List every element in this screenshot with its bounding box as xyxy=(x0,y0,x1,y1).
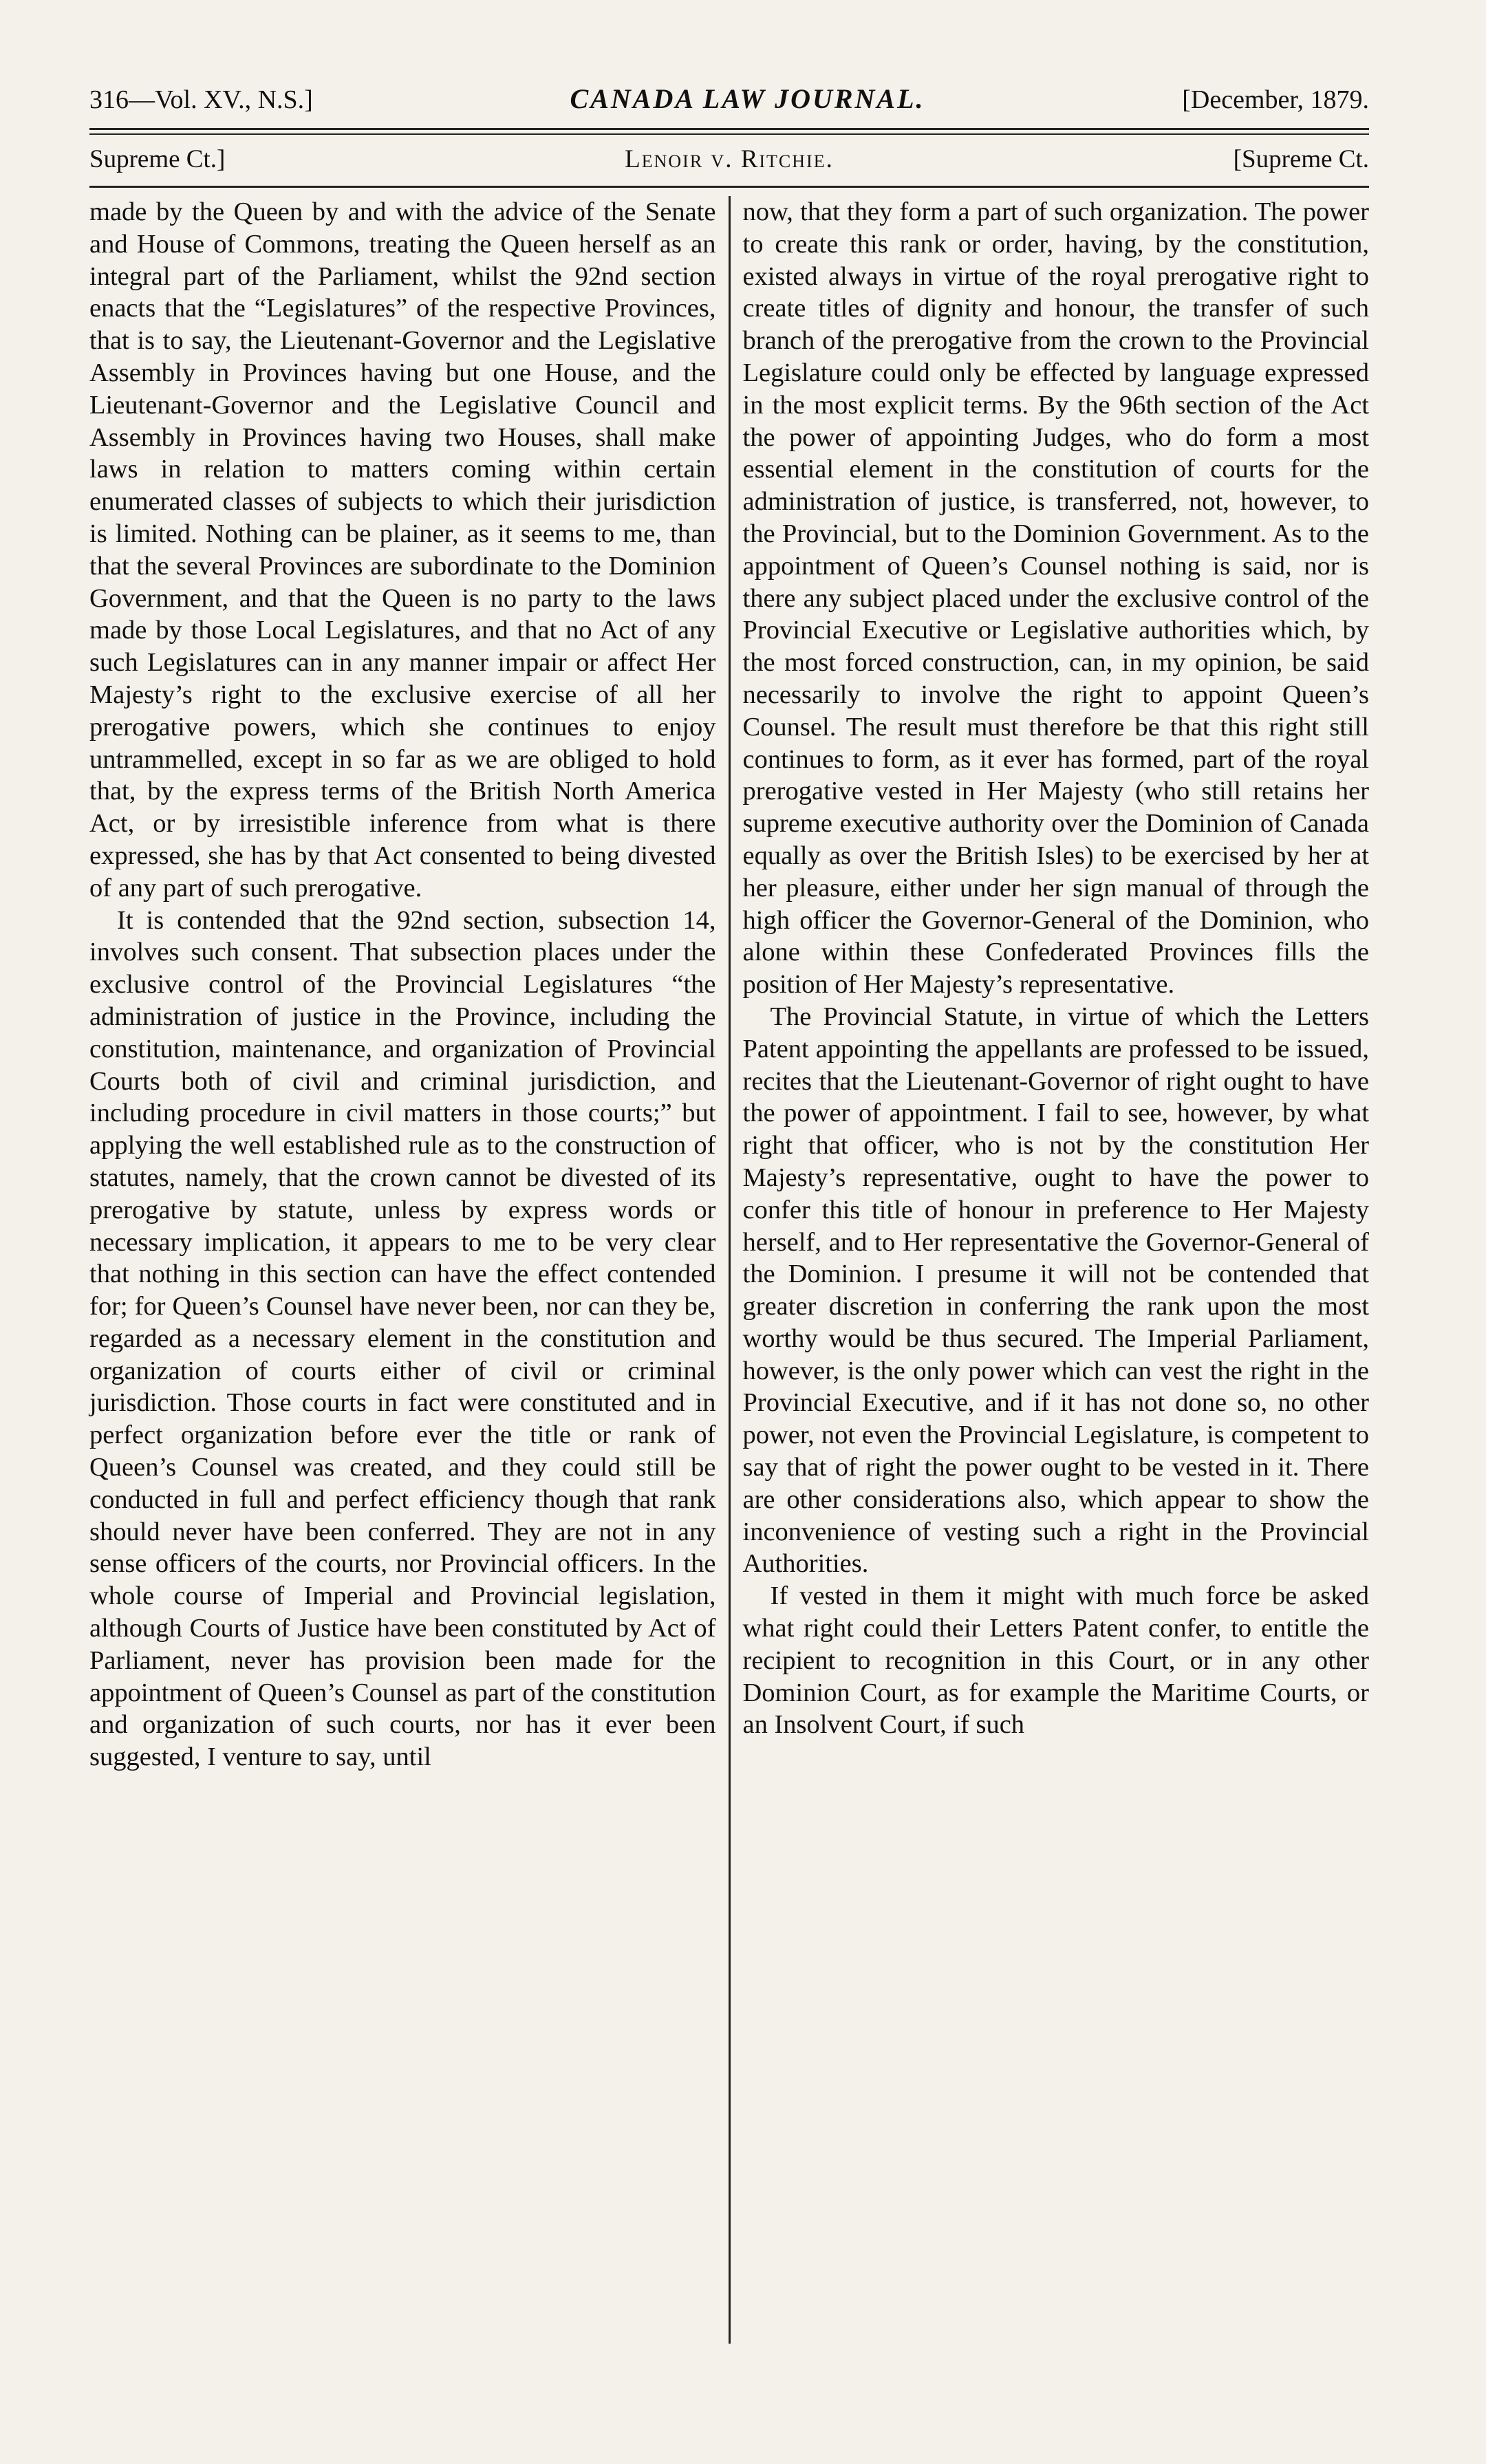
case-rule xyxy=(89,186,1369,188)
case-title: Lenoir v. Ritchie. xyxy=(625,145,834,173)
paragraph: If vested in them it might with much force be asked what right could their Letters Patent confer, to entitle the recipient to recognition in this Court, or in any other Dominion Court, as for example the Maritime Courts, or an Insolvent Court, if such xyxy=(742,1581,1369,1740)
case-head xyxy=(89,144,1369,180)
text-columns xyxy=(89,196,1369,2363)
issue-date: [December, 1879. xyxy=(1182,85,1369,114)
left-column xyxy=(89,196,716,2363)
header-rule xyxy=(89,128,1369,135)
running-head xyxy=(89,83,1369,121)
volume-label: 316—Vol. XV., N.S.] xyxy=(89,85,313,114)
paragraph: now, that they form a part of such organization. The power to create this rank or order, having, by the constitution, existed always in virtue of the royal prerogative right to create titles of dignity and honour, the transfer of such branch of the prerogative from the crown to the Provincial Legislature could only be effected by language expressed in the most explicit terms. By the 96th section of the Act the power of appointing Judges, who do form a most essential element in the constitution of courts for the administration of justice, is transferred, not, however, to the Provincial, but to the Dominion Government. As to the appointment of Queen’s Counsel nothing is said, nor is there any subject placed under the exclusive control of the Provincial Executive or Legislative authorities which, by the most forced construction, can, in my opinion, be said necessarily to involve the right to appoint Queen’s Counsel. The result must therefore be that this right still continues to form, as it ever has formed, part of the royal prerogative vested in Her Majesty (who still retains her supreme executive authority over the Dominion of Canada equally as over the British Isles) to be exercised by her at her pleasure, either under her sign manual of through the high officer the Governor-General of the Dominion, who alone within these Confederated Provinces fills the position of Her Majesty’s representative. xyxy=(742,197,1369,999)
journal-page xyxy=(89,83,1369,2363)
paragraph: It is contended that the 92nd section, subsection 14, involves such consent. That subsection places under the exclusive control of the Provincial Legislatures “the administration of justice in the Province, including the constitution, maintenance, and organization of Provincial Courts both of civil and criminal jurisdiction, and including procedure in civil matters in those courts;” but applying the well established rule as to the construction of statutes, namely, that the crown cannot be divested of its prerogative by statute, unless by express words or necessary implication, it appears to me to be very clear that nothing in this section can have the effect contended for; for Queen’s Counsel have never been, nor can they be, regarded as a necessary element in the constitution and organization of courts either of civil or criminal jurisdiction. Those courts in fact were constituted and in perfect organization before ever the title or rank of Queen’s Counsel was created, and they could still be conducted in full and perfect efficiency though that rank should never have been conferred. They are not in any sense officers of the courts, nor Provincial officers. In the whole course of Imperial and Provincial legislation, although Courts of Justice have been constituted by Act of Parliament, never has provision been made for the appointment of Queen’s Counsel as part of the constitution and organization of such courts, nor has it ever been suggested, I venture to say, until xyxy=(89,905,716,1772)
journal-title: CANADA LAW JOURNAL. xyxy=(570,83,925,114)
court-right: [Supreme Ct. xyxy=(1233,145,1369,173)
court-left: Supreme Ct.] xyxy=(89,145,226,173)
paragraph: The Provincial Statute, in virtue of which the Letters Patent appointing the appellants are professed to be issued, recites that the Lieutenant-Governor of right ought to have the power of appointment. I fail to see, however, by what right that officer, who is not by the constitution Her Majesty’s representative, ought to have the power to confer this title of honour in preference to Her Majesty herself, and to Her representative the Governor-General of the Dominion. I presume it will not be contended that greater discretion in conferring the rank upon the most worthy would be thus secured. The Imperial Parliament, however, is the only power which can vest the right in the Provincial Executive, and if it has not done so, no other power, not even the Provincial Legislature, is competent to say that of right the power ought to be vested in it. There are other considerations also, which appear to show the inconvenience of vesting such a right in the Provincial Authorities. xyxy=(742,1002,1369,1579)
column-divider xyxy=(729,196,731,2344)
right-column xyxy=(743,196,1370,2363)
paragraph: made by the Queen by and with the advice of the Senate and House of Commons, treating the Queen herself as an integral part of the Parliament, whilst the 92nd section enacts that the “Legislatures” of the respective Provinces, that is to say, the Lieutenant-Governor and the Legislative Assembly in Provinces having but one House, and the Lieutenant-Governor and the Legislative Council and Assembly in Provinces having two Houses, shall make laws in relation to matters coming within certain enumerated classes of subjects to which their jurisdiction is limited. Nothing can be plainer, as it seems to me, than that the several Provinces are subordinate to the Dominion Government, and that the Queen is no party to the laws made by those Local Legislatures, and that no Act of any such Legislatures can in any manner impair or affect Her Majesty’s right to the exclusive exercise of all her prerogative powers, which she continues to enjoy untrammelled, except in so far as we are obliged to hold that, by the express terms of the British North America Act, or by irresistible inference from what is there expressed, she has by that Act consented to being divested of any part of such prerogative. xyxy=(89,197,716,903)
